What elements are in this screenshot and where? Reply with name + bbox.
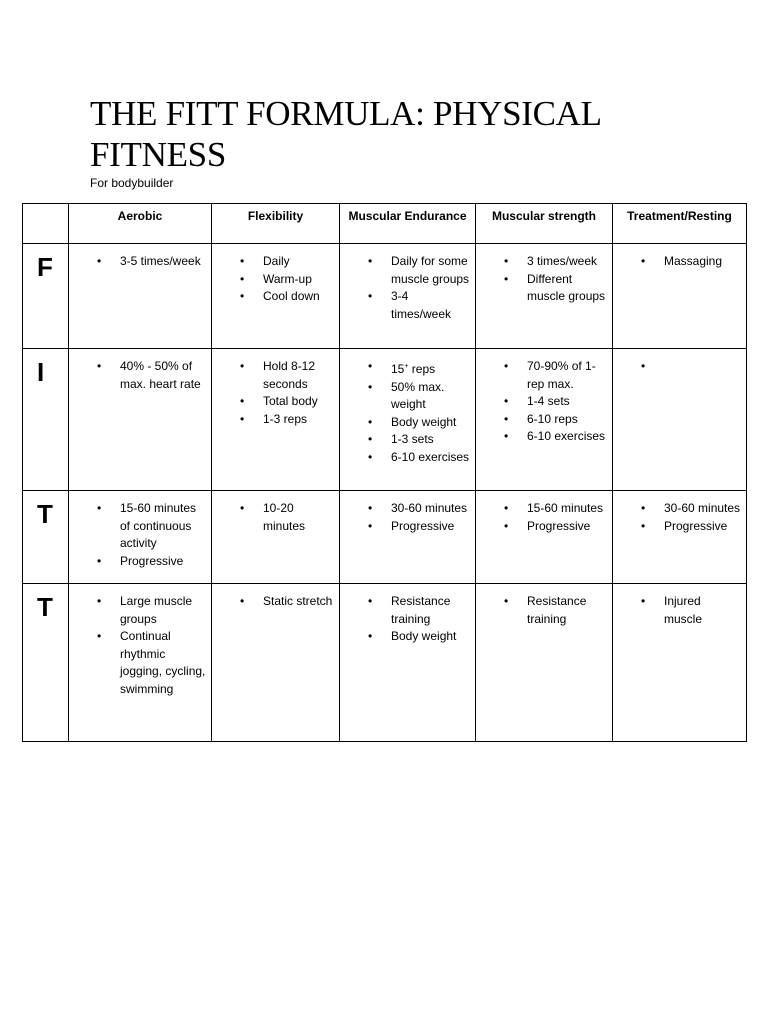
table-row: [23, 491, 747, 584]
table-cell: [69, 584, 212, 742]
bullet-list: [641, 500, 742, 535]
column-header: Muscular strength: [476, 204, 613, 244]
table-cell: [613, 584, 747, 742]
table-cell: [340, 491, 476, 584]
table-row: [23, 584, 747, 742]
table-header-row: [23, 204, 747, 244]
list-item: • 30-60 minutes: [368, 500, 471, 518]
bullet-list: [97, 253, 207, 271]
table-cell: [613, 491, 747, 584]
list-item: • Massaging: [641, 253, 742, 271]
list-item: • 30-60 minutes: [641, 500, 742, 518]
list-item: • Body weight: [368, 628, 471, 646]
bullet-list: [504, 253, 608, 306]
bullet-list: [240, 358, 335, 428]
column-header: Treatment/Resting: [613, 204, 747, 244]
bullet-list: [368, 500, 471, 535]
table-row: [23, 244, 747, 349]
corner-cell: [23, 204, 69, 244]
list-item: • Injured muscle: [641, 593, 742, 628]
list-item: • 10-20 minutes: [240, 500, 335, 535]
table-cell: [476, 491, 613, 584]
list-item: • Different muscle groups: [504, 271, 608, 306]
table-cell: [340, 584, 476, 742]
table-cell: [212, 349, 340, 491]
table-cell: [69, 349, 212, 491]
bullet-list: [97, 358, 207, 393]
list-item: • 70-90% of 1-rep max.: [504, 358, 608, 393]
list-item: • Static stretch: [240, 593, 335, 611]
list-item: • Warm-up: [240, 271, 335, 289]
list-item: • 1-3 sets: [368, 431, 471, 449]
list-item: • Progressive: [368, 518, 471, 536]
fitt-letter: F: [23, 244, 69, 349]
bullet-list: [368, 593, 471, 646]
list-item: • 50% max. weight: [368, 379, 471, 414]
bullet-list: [368, 358, 471, 466]
bullet-list: [97, 500, 207, 570]
bullet-list: [240, 253, 335, 306]
page-subtitle: For bodybuilder: [90, 176, 174, 190]
list-item: • Progressive: [504, 518, 608, 536]
list-item: • 40% - 50% of max. heart rate: [97, 358, 207, 393]
table-cell: [212, 584, 340, 742]
list-item: • 3 times/week: [504, 253, 608, 271]
table-cell: [476, 584, 613, 742]
list-item: • Daily: [240, 253, 335, 271]
list-item: • 6-10 exercises: [504, 428, 608, 446]
table-cell: [69, 244, 212, 349]
fitt-table: [22, 203, 747, 742]
list-item: • Resistance training: [504, 593, 608, 628]
list-item: • Progressive: [97, 553, 207, 571]
list-item: • Hold 8-12 seconds: [240, 358, 335, 393]
fitt-letter: I: [23, 349, 69, 491]
table-row: [23, 349, 747, 491]
list-item: • 15+ reps: [368, 358, 471, 379]
page-title: THE FITT FORMULA: PHYSICAL FITNESS: [90, 94, 601, 174]
list-item: • 1-4 sets: [504, 393, 608, 411]
fitt-letter: T: [23, 491, 69, 584]
list-item: • Daily for some muscle groups: [368, 253, 471, 288]
list-item: • 3-4 times/week: [368, 288, 471, 323]
table-cell: [613, 349, 747, 491]
bullet-list: [641, 593, 742, 628]
bullet-list: [504, 593, 608, 628]
list-item: • 6-10 reps: [504, 411, 608, 429]
list-item: • Total body: [240, 393, 335, 411]
column-header: Aerobic: [69, 204, 212, 244]
list-item: • 6-10 exercises: [368, 449, 471, 467]
bullet-list: [240, 593, 335, 611]
fitt-letter: T: [23, 584, 69, 742]
list-item: • Body weight: [368, 414, 471, 432]
bullet-list: [504, 500, 608, 535]
bullet-list: [504, 358, 608, 446]
table-cell: [340, 244, 476, 349]
list-item: • 15-60 minutes of continuous activity: [97, 500, 207, 553]
list-item: • 1-3 reps: [240, 411, 335, 429]
list-item: • Resistance training: [368, 593, 471, 628]
column-header: Flexibility: [212, 204, 340, 244]
list-item: • Cool down: [240, 288, 335, 306]
bullet-list: [97, 593, 207, 698]
table-cell: [212, 491, 340, 584]
bullet-list: [240, 500, 335, 535]
bullet-list: [641, 253, 742, 271]
table-cell: [340, 349, 476, 491]
table-cell: [69, 491, 212, 584]
bullet-list: [368, 253, 471, 323]
table-cell: [476, 244, 613, 349]
list-item: • Continual rhythmic jogging, cycling, swimming: [97, 628, 207, 698]
list-item: • 15-60 minutes: [504, 500, 608, 518]
table-cell: [476, 349, 613, 491]
list-item: • Progressive: [641, 518, 742, 536]
list-item: • Large muscle groups: [97, 593, 207, 628]
table-cell: [613, 244, 747, 349]
column-header: Muscular Endurance: [340, 204, 476, 244]
list-item: • 3-5 times/week: [97, 253, 207, 271]
table-cell: [212, 244, 340, 349]
